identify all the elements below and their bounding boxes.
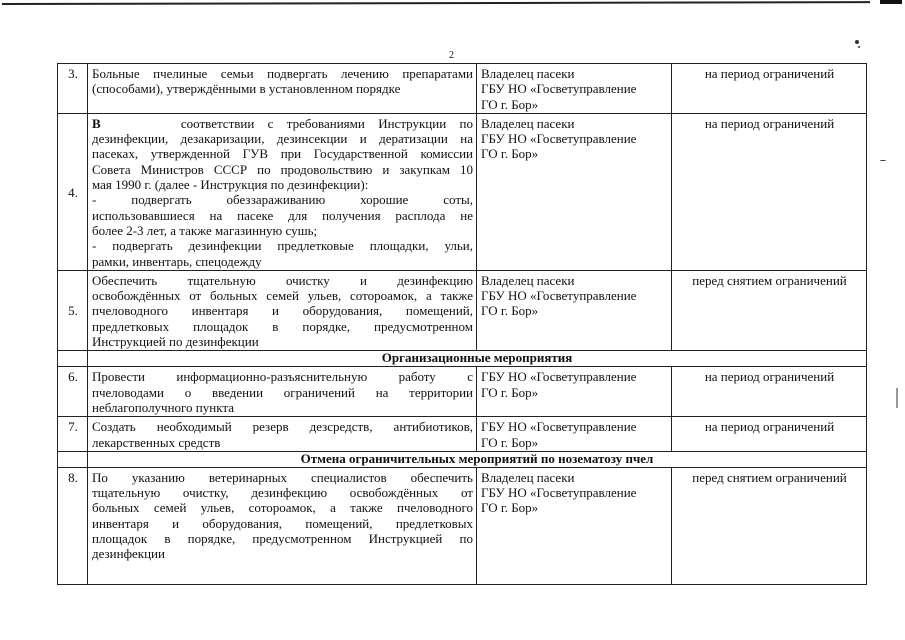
scan-speck bbox=[880, 160, 886, 161]
description-line: пчеловодного инвентаря и оборудования, помещений, bbox=[92, 303, 473, 319]
row-number: 7. bbox=[58, 417, 88, 452]
table-row bbox=[58, 467, 867, 584]
corner-scan-mark bbox=[880, 0, 902, 4]
section-header-row bbox=[58, 451, 867, 467]
table-row bbox=[58, 367, 867, 417]
top-border-line bbox=[2, 1, 870, 5]
description-line: больных семей ульев, сотороамок, а также пчеловодного bbox=[92, 500, 473, 516]
measure-description bbox=[88, 367, 477, 417]
responsible-line: ГБУ НО «Госветуправление bbox=[481, 485, 637, 501]
responsible-cell bbox=[477, 367, 672, 417]
description-line: По указанию ветеринарных специалистов обеспечить bbox=[92, 469, 473, 485]
description-line: Совета Министров СССР по продовольствию и закупкам 10 bbox=[92, 161, 473, 177]
description-line bbox=[92, 116, 473, 131]
term-cell: перед снятием ограничений bbox=[672, 467, 867, 584]
description-line: более 2-3 лет, а также магазинную сушь; bbox=[92, 222, 318, 238]
responsible-cell bbox=[477, 64, 672, 114]
description-line: рамки, инвентарь, спецодежду bbox=[92, 253, 262, 269]
responsible-line: ГБУ НО «Госветуправление bbox=[481, 419, 637, 435]
responsible-cell bbox=[477, 467, 672, 584]
measure-description bbox=[88, 467, 477, 584]
description-line: площадок в порядке, предусмотренном Инструкцией по bbox=[92, 531, 473, 547]
measures-table bbox=[57, 63, 867, 585]
description-line: лекарственных средств bbox=[92, 434, 221, 450]
responsible-line: Владелец пасеки bbox=[481, 272, 575, 288]
responsible-line: Владелец пасеки bbox=[481, 115, 575, 131]
responsible-line: Владелец пасеки bbox=[481, 66, 575, 81]
section-spacer bbox=[58, 351, 88, 367]
description-line: Создать необходимый резерв дезсредств, антибиотиков, bbox=[92, 419, 473, 435]
scan-speck bbox=[855, 40, 859, 44]
row-number: 3. bbox=[58, 64, 88, 114]
description-line: тщательную очистку, дезинфекцию освобождённых от bbox=[92, 485, 473, 501]
responsible-cell bbox=[477, 417, 672, 452]
measure-description bbox=[88, 113, 477, 270]
description-lead: В bbox=[92, 115, 101, 131]
description-line: Больные пчелиные семьи подвергать лечению препаратами bbox=[92, 66, 473, 81]
row-number: 4. bbox=[58, 113, 88, 270]
description-line: дезинфекции bbox=[92, 546, 165, 562]
responsible-line: ГО г. Бор» bbox=[481, 434, 539, 450]
measure-description bbox=[88, 270, 477, 350]
responsible-line: ГО г. Бор» bbox=[481, 384, 539, 400]
responsible-line: Владелец пасеки bbox=[481, 469, 575, 485]
measure-description bbox=[88, 64, 477, 114]
term-cell: на период ограничений bbox=[672, 417, 867, 452]
description-line: инвентаря и оборудования, помещений, предлетковых bbox=[92, 515, 473, 531]
description-line: - подвергать дезинфекции предлетковые площадки, ульи, bbox=[92, 238, 473, 254]
description-line: пасеках, утвержденной ГУВ при Государственной комиссии bbox=[92, 146, 473, 162]
section-spacer bbox=[58, 451, 88, 467]
description-line: Обеспечить тщательную очистку и дезинфекцию bbox=[92, 272, 473, 288]
section-header-row bbox=[58, 351, 867, 367]
term-cell: на период ограничений bbox=[672, 64, 867, 114]
scan-speck bbox=[896, 388, 898, 408]
term-cell: на период ограничений bbox=[672, 113, 867, 270]
table-row bbox=[58, 113, 867, 270]
responsible-line: ГО г. Бор» bbox=[481, 500, 539, 516]
description-line: (способами), утверждёнными в установленном порядке bbox=[92, 81, 401, 97]
measure-description bbox=[88, 417, 477, 452]
row-number: 5. bbox=[58, 270, 88, 350]
responsible-cell bbox=[477, 270, 672, 350]
description-line: Инструкцией по дезинфекции bbox=[92, 334, 259, 350]
responsible-line: ГБУ НО «Госветуправление bbox=[481, 369, 637, 385]
responsible-line: ГБУ НО «Госветуправление bbox=[481, 131, 637, 147]
responsible-line: ГБУ НО «Госветуправление bbox=[481, 81, 637, 97]
term-cell: перед снятием ограничений bbox=[672, 270, 867, 350]
description-line: - подвергать обеззараживанию хорошие соты, bbox=[92, 192, 473, 208]
page-number: 2 bbox=[449, 50, 454, 61]
scan-speck bbox=[858, 46, 860, 48]
table-row bbox=[58, 64, 867, 114]
description-line: неблагополучного пункта bbox=[92, 399, 234, 415]
description-line: дезинфекции, дезакаризации, дезинсекции и дератизации на bbox=[92, 131, 473, 147]
description-text: соответствии с требованиями Инструкции по bbox=[180, 115, 474, 131]
description-line: Провести информационно-разъяснительную работу с bbox=[92, 369, 473, 385]
section-title: Отмена ограничительных мероприятий по нозематозу пчел bbox=[88, 451, 867, 467]
row-number: 8. bbox=[58, 467, 88, 584]
responsible-cell bbox=[477, 113, 672, 270]
section-title: Организационные мероприятия bbox=[88, 351, 867, 367]
description-line: предлетковых площадок в порядке, предусмотренном bbox=[92, 318, 473, 334]
responsible-line: ГО г. Бор» bbox=[481, 146, 539, 162]
description-line: мая 1990 г. (далее - Инструкция по дезинфекции): bbox=[92, 177, 369, 193]
table-row bbox=[58, 270, 867, 350]
description-line: пчеловодами о введении ограничений на территории bbox=[92, 384, 473, 400]
term-cell: на период ограничений bbox=[672, 367, 867, 417]
responsible-line: ГБУ НО «Госветуправление bbox=[481, 288, 637, 304]
description-line: освобождённых от больных семей ульев, сотороамок, а также bbox=[92, 288, 473, 304]
description-line: использовавшиеся на пасеке для получения расплода не bbox=[92, 207, 473, 223]
table-row bbox=[58, 417, 867, 452]
responsible-line: ГО г. Бор» bbox=[481, 96, 539, 112]
responsible-line: ГО г. Бор» bbox=[481, 303, 539, 319]
row-number: 6. bbox=[58, 367, 88, 417]
